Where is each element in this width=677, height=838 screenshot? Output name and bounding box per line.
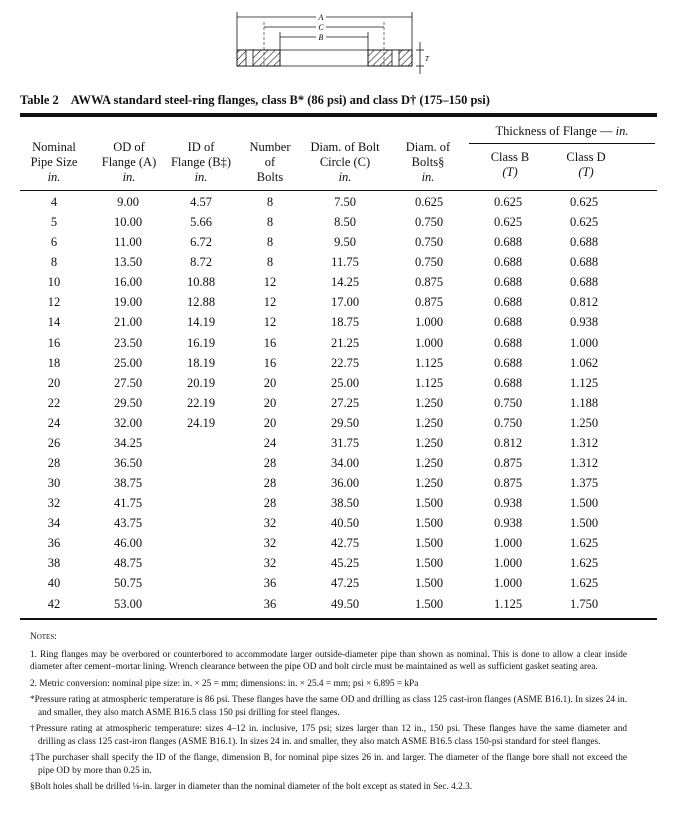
table-bottom-rule (20, 618, 657, 620)
table-row (20, 474, 660, 494)
cell-pipe-size: 4 (50, 195, 58, 209)
header-class-d: Class D (T) (566, 150, 606, 179)
header-thickness-of-flange: Thickness of Flange — in. (495, 124, 629, 138)
cell-bolt-circle: 11.75 (331, 255, 359, 270)
cell-pipe-size: 40 (47, 576, 61, 591)
cell-bolt-diam: 1.250 (414, 456, 444, 471)
table-row (20, 434, 660, 454)
cell-class-b: 0.688 (493, 235, 523, 250)
cell-pipe-size: 14 (47, 315, 61, 330)
table-row (20, 273, 660, 293)
cell-bolt-circle: 18.75 (330, 315, 360, 330)
cell-od: 13.50 (113, 255, 143, 270)
header-id-of-flange: ID of Flange (B‡) in. (170, 140, 232, 184)
cell-od: 36.50 (113, 456, 143, 471)
table-row (20, 293, 660, 313)
cell-pipe-size: 34 (47, 516, 61, 531)
cell-class-b: 0.938 (493, 516, 523, 531)
cell-class-b: 0.875 (493, 456, 523, 471)
cell-bolt-count: 32 (263, 536, 277, 551)
header-nominal-pipe-size: Nominal Pipe Size in. (30, 140, 78, 184)
cell-pipe-size: 28 (47, 456, 61, 471)
cell-bolt-circle: 36.00 (330, 476, 360, 491)
cell-id: 5.66 (190, 215, 212, 230)
table-row (20, 414, 660, 434)
table-row (20, 253, 660, 273)
dim-t-label: T (425, 55, 429, 63)
dim-a-label: A (318, 13, 324, 22)
dim-c-label: C (318, 23, 324, 32)
cell-class-b: 0.688 (493, 315, 523, 330)
cell-bolt-count: 28 (263, 496, 277, 511)
table-row (20, 554, 660, 574)
cell-bolt-circle: 17.00 (330, 295, 360, 310)
cell-pipe-size: 26 (47, 435, 61, 450)
cell-class-b: 0.688 (493, 355, 523, 370)
cell-class-b: 0.688 (493, 275, 523, 290)
cell-pipe-size: 16 (47, 335, 61, 350)
cell-bolt-circle: 14.25 (330, 275, 360, 290)
cell-bolt-diam: 1.250 (414, 415, 444, 430)
cell-bolt-circle: 7.50 (334, 195, 356, 209)
margin-stamp (3, 185, 11, 255)
header-od-of-flange: OD of Flange (A) in. (101, 140, 157, 184)
cell-id: 18.19 (186, 355, 216, 370)
cell-od: 23.50 (113, 335, 143, 350)
cell-class-b: 1.000 (493, 576, 523, 591)
cell-class-d: 1.750 (569, 596, 599, 611)
cell-class-d: 1.312 (569, 435, 599, 450)
table-row (20, 334, 660, 354)
cell-bolt-count: 36 (263, 576, 277, 591)
cell-bolt-circle: 27.25 (330, 395, 360, 410)
cell-class-d: 0.938 (569, 315, 599, 330)
cell-bolt-circle: 49.50 (330, 596, 360, 611)
cell-pipe-size: 22 (47, 395, 61, 410)
table-row (20, 313, 660, 333)
table-row (20, 394, 660, 414)
cell-class-b: 0.750 (493, 395, 523, 410)
cell-bolt-circle: 25.00 (330, 375, 360, 390)
header-bottom-rule (20, 190, 657, 191)
cell-bolt-circle: 22.75 (330, 355, 360, 370)
cell-id: 6.72 (190, 235, 212, 250)
cell-od: 38.75 (113, 476, 143, 491)
cell-class-d: 1.312 (569, 456, 599, 471)
cell-class-b: 0.875 (493, 476, 523, 491)
cell-bolt-circle: 21.25 (330, 335, 360, 350)
cell-bolt-diam: 0.750 (414, 235, 444, 250)
cell-od: 27.50 (113, 375, 143, 390)
cell-bolt-count: 16 (263, 355, 277, 370)
cell-class-d: 1.375 (569, 476, 599, 491)
header-class-b: Class B (T) (490, 150, 530, 179)
cell-id: 16.19 (186, 335, 216, 350)
cell-class-d: 0.688 (569, 255, 599, 270)
table-row (20, 534, 660, 554)
table-notes (30, 631, 627, 798)
cell-bolt-diam: 1.500 (414, 536, 444, 551)
cell-pipe-size: 6 (50, 235, 58, 250)
cell-od: 21.00 (113, 315, 143, 330)
cell-bolt-count: 8 (266, 255, 274, 270)
cell-bolt-diam: 1.500 (414, 496, 444, 511)
cell-pipe-size: 10 (47, 275, 61, 290)
table-row (20, 494, 660, 514)
cell-od: 43.75 (113, 516, 143, 531)
cell-bolt-diam: 1.500 (414, 516, 444, 531)
table-row (20, 354, 660, 374)
cell-bolt-diam: 1.000 (414, 315, 444, 330)
cell-bolt-count: 12 (263, 275, 277, 290)
cell-class-b: 0.625 (493, 215, 523, 230)
cell-bolt-diam: 1.125 (414, 355, 444, 370)
cell-class-d: 0.688 (569, 235, 599, 250)
cell-od: 16.00 (113, 275, 143, 290)
table-row (20, 574, 660, 594)
cell-class-b: 0.625 (493, 195, 523, 209)
cell-id: 24.19 (186, 415, 216, 430)
cell-bolt-diam: 1.125 (414, 375, 444, 390)
cell-od: 19.00 (113, 295, 143, 310)
cell-bolt-circle: 29.50 (330, 415, 360, 430)
table-row (20, 595, 660, 615)
cell-od: 25.00 (113, 355, 143, 370)
cell-bolt-diam: 0.750 (414, 255, 444, 270)
cell-bolt-count: 28 (263, 456, 277, 471)
cell-bolt-count: 12 (263, 295, 277, 310)
cell-id: 10.88 (186, 275, 216, 290)
cell-bolt-diam: 1.250 (414, 435, 444, 450)
thickness-group-rule (469, 143, 655, 144)
cell-bolt-count: 32 (263, 556, 277, 571)
cell-bolt-count: 36 (263, 596, 277, 611)
cell-od: 46.00 (113, 536, 143, 551)
cell-bolt-count: 16 (263, 335, 277, 350)
cell-class-d: 0.625 (569, 195, 599, 209)
cell-class-b: 0.750 (493, 415, 523, 430)
cell-class-d: 1.188 (569, 395, 599, 410)
table-caption: AWWA standard steel-ring flanges, class B* (86 psi) and class D† (175–150 psi) (70, 93, 490, 107)
cell-bolt-count: 8 (266, 235, 274, 250)
cell-class-b: 0.688 (493, 375, 523, 390)
cell-id: 8.72 (190, 255, 212, 270)
cell-od: 11.00 (114, 235, 142, 250)
cell-bolt-count: 24 (263, 435, 277, 450)
cell-od: 53.00 (113, 596, 143, 611)
cell-bolt-count: 20 (263, 395, 277, 410)
cell-class-b: 0.688 (493, 255, 523, 270)
cell-od: 34.25 (113, 435, 143, 450)
cell-od: 48.75 (113, 556, 143, 571)
cell-bolt-count: 12 (263, 315, 277, 330)
cell-bolt-circle: 38.50 (330, 496, 360, 511)
cell-class-d: 0.688 (569, 275, 599, 290)
note-2: 2. Metric conversion: nominal pipe size: in. × 25 = mm; dimensions: in. × 25.4 = mm; psi × 6.895 = kPa (30, 678, 419, 689)
cell-pipe-size: 36 (47, 536, 61, 551)
cell-bolt-diam: 1.250 (414, 395, 444, 410)
table-row (20, 514, 660, 534)
cell-bolt-count: 8 (266, 195, 274, 209)
table-number: Table 2 (20, 93, 59, 107)
note-1: 1. Ring flanges may be overbored or counterbored to accommodate larger outside-diameter pipe than shown as nominal. This is done to allow a clear inside diameter after cement–mortar lining. Wrench clearance between the pipe OD and bolt circle must be maintained as well as sufficient gasket seating area. (30, 649, 627, 672)
cell-class-d: 1.125 (569, 375, 599, 390)
cell-class-d: 1.625 (569, 556, 599, 571)
cell-pipe-size: 8 (50, 255, 58, 270)
cell-bolt-diam: 1.500 (414, 596, 444, 611)
cell-class-d: 0.812 (569, 295, 599, 310)
cell-class-d: 1.000 (569, 335, 599, 350)
cell-bolt-count: 8 (266, 215, 274, 230)
header-diam-of-bolts: Diam. of Bolts§ in. (405, 140, 451, 184)
cell-bolt-count: 20 (263, 375, 277, 390)
cell-od: 41.75 (113, 496, 143, 511)
cell-class-d: 0.625 (569, 215, 599, 230)
table-title (20, 93, 490, 108)
cell-bolt-count: 32 (263, 516, 277, 531)
cell-class-b: 1.000 (493, 556, 523, 571)
cell-bolt-circle: 34.00 (330, 456, 360, 471)
footnote-dagger: †Pressure rating at atmospheric temperature: sizes 4–12 in. inclusive, 175 psi; sizes larger than 12 in., 150 psi. These flanges have the same diameter and drilling as class 125 cast-iron flanges (ASME B16.1). In sizes 24 in. and smaller, they also match ASME B16.5 class 150-psi standard for steel flanges. (30, 724, 627, 747)
cell-bolt-diam: 1.500 (414, 576, 444, 591)
cell-bolt-circle: 47.25 (330, 576, 360, 591)
cell-bolt-circle: 8.50 (334, 215, 356, 230)
cell-class-b: 0.688 (493, 335, 523, 350)
table-row (20, 193, 660, 213)
table-row (20, 233, 660, 253)
table-row (20, 374, 660, 394)
cell-pipe-size: 20 (47, 375, 61, 390)
cell-od: 10.00 (113, 215, 143, 230)
cell-od: 29.50 (113, 395, 143, 410)
cell-class-b: 1.125 (493, 596, 523, 611)
cell-class-b: 0.812 (493, 435, 523, 450)
cell-pipe-size: 24 (47, 415, 61, 430)
cell-bolt-circle: 9.50 (334, 235, 356, 250)
cell-bolt-circle: 31.75 (330, 435, 360, 450)
cell-od: 50.75 (113, 576, 143, 591)
cell-bolt-diam: 0.875 (414, 295, 444, 310)
cell-pipe-size: 5 (50, 215, 58, 230)
footnote-section: §Bolt holes shall be drilled ⅛-in. larger in diameter than the nominal diameter of the bolt except as stated in Sec. 4.2.3. (30, 782, 473, 792)
flange-diagram (232, 8, 432, 80)
cell-pipe-size: 18 (47, 355, 61, 370)
footnote-double-dagger: ‡The purchaser shall specify the ID of the flange, dimension B, for nominal pipe sizes 26 in. and larger. The diameter of the flange bore shall not exceed the pipe OD by more than 0.25 in. (30, 753, 627, 776)
cell-id: 4.57 (190, 195, 212, 209)
notes-heading: Notes: (30, 632, 57, 642)
table-top-rule (20, 113, 657, 117)
table-row (20, 213, 660, 233)
table-body (20, 193, 660, 615)
cell-od: 9.00 (117, 195, 139, 209)
cell-class-b: 0.688 (493, 295, 523, 310)
cell-bolt-diam: 0.625 (414, 195, 444, 209)
cell-pipe-size: 30 (47, 476, 61, 491)
cell-bolt-circle: 42.75 (330, 536, 360, 551)
table-row (20, 454, 660, 474)
cell-bolt-diam: 1.500 (414, 556, 444, 571)
cell-bolt-count: 28 (263, 476, 277, 491)
cell-class-d: 1.500 (569, 496, 599, 511)
cell-id: 22.19 (186, 395, 216, 410)
cell-id: 20.19 (186, 375, 216, 390)
header-diam-bolt-circle: Diam. of Bolt Circle (C) in. (310, 140, 380, 184)
cell-class-d: 1.500 (569, 516, 599, 531)
cell-pipe-size: 42 (47, 596, 61, 611)
cell-class-d: 1.625 (569, 536, 599, 551)
cell-class-d: 1.062 (569, 355, 599, 370)
cell-class-d: 1.250 (569, 415, 599, 430)
cell-id: 12.88 (186, 295, 216, 310)
cell-bolt-circle: 45.25 (330, 556, 360, 571)
dim-b-label: B (318, 33, 324, 42)
cell-bolt-diam: 0.875 (414, 275, 444, 290)
cell-bolt-diam: 1.250 (414, 476, 444, 491)
cell-pipe-size: 32 (47, 496, 61, 511)
cell-class-d: 1.625 (569, 576, 599, 591)
cell-od: 32.00 (113, 415, 143, 430)
cell-class-b: 1.000 (493, 536, 523, 551)
footnote-star: *Pressure rating at atmospheric temperature is 86 psi. These flanges have the same OD and drilling as class 125 cast-iron flanges (ASME B16.1). In sizes 24 in. and smaller, they also match ASME B16.5 class 150 psi drilling for steel flanges. (30, 695, 627, 718)
cell-pipe-size: 12 (47, 295, 61, 310)
header-number-of-bolts: Number of Bolts (249, 140, 291, 184)
cell-class-b: 0.938 (493, 496, 523, 511)
cell-pipe-size: 38 (47, 556, 61, 571)
cell-bolt-circle: 40.50 (330, 516, 360, 531)
cell-id: 14.19 (186, 315, 216, 330)
cell-bolt-count: 20 (263, 415, 277, 430)
cell-bolt-diam: 1.000 (414, 335, 444, 350)
cell-bolt-diam: 0.750 (414, 215, 444, 230)
